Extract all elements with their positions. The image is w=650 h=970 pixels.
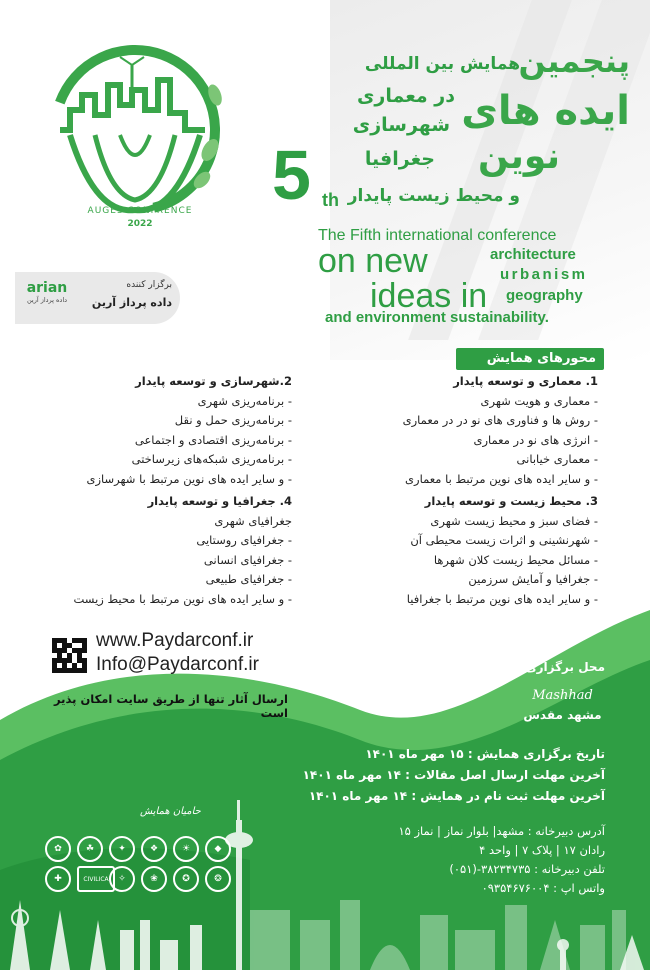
sponsor-logo-icon: ❀ xyxy=(141,866,167,892)
topic-architecture xyxy=(340,372,598,489)
date-event: تاریخ برگزاری همایش : ۱۵ مهر ماه ۱۴۰۱ xyxy=(365,747,605,761)
axes-heading: محورهای همایش xyxy=(456,348,604,370)
list-item: - برنامه‌ریزی اقتصادی و اجتماعی xyxy=(134,432,292,447)
address-line: آدرس دبیرخانه : مشهد| بلوار نماز | نماز ۱۵ xyxy=(398,824,605,838)
list-item: جغرافیای شهری xyxy=(214,513,292,528)
logo-conference-label: AUGES CONFRENCE xyxy=(87,206,193,216)
organizer-brand: arian xyxy=(26,280,68,296)
sponsor-logo-icon: ◆ xyxy=(205,836,231,862)
topic-title: 2.شهرسازی و توسعه پایدار xyxy=(135,374,292,388)
title-en-geography: geography xyxy=(506,287,583,304)
title-en-line1: The Fifth international conference xyxy=(318,227,557,244)
title-fa-ideas: ایده های xyxy=(461,88,630,134)
topic-environment xyxy=(340,492,598,609)
sponsor-civilica-icon: CIVILICA xyxy=(77,866,115,892)
email-link[interactable]: Info@Paydarconf.ir xyxy=(96,654,259,675)
sponsor-logo-icon: ✚ xyxy=(45,866,71,892)
logo-year: 2022 xyxy=(127,219,153,229)
title-number-suffix: th xyxy=(322,190,339,210)
venue-label: محل برگزاری: xyxy=(520,660,605,674)
title-fa-architecture: در معماری xyxy=(356,85,455,107)
venue-city: مشهد مقدس xyxy=(523,708,602,722)
title-fa-geography: جغرافیا xyxy=(364,148,435,170)
date-registration-deadline: آخرین مهلت ثبت نام در همایش : ۱۴ مهر ماه ۱۴۰۱ xyxy=(308,789,605,803)
list-item: - معماری خیابانی xyxy=(516,452,598,466)
date-paper-deadline: آخرین مهلت ارسال اصل مقالات : ۱۴ مهر ماه ۱۴۰۱ xyxy=(302,768,605,782)
organizer-name: داده پرداز آرین xyxy=(91,296,172,309)
title-en-env: and environment sustainability. xyxy=(325,309,549,326)
list-item: - جغرافیای روستایی xyxy=(196,533,292,547)
list-item: - و سایر ایده های نوین مرتبط با معماری xyxy=(405,471,598,486)
organizer-label: برگزار کننده xyxy=(126,280,172,290)
venue-city-script: Mashhad xyxy=(532,688,593,703)
title-en-architecture: architecture xyxy=(490,246,576,263)
topic-geography xyxy=(30,492,292,609)
topic-urbanism xyxy=(30,372,292,489)
list-item: - برنامه‌ریزی حمل و نقل xyxy=(174,413,292,427)
sponsor-logo-icon: ☘ xyxy=(77,836,103,862)
sponsor-logo-icon: ✪ xyxy=(173,866,199,892)
sponsor-logo-icon: ✧ xyxy=(109,866,135,892)
topic-title: 3. محیط زیست و توسعه پایدار xyxy=(424,494,598,508)
title-fa-line1b: همایش بین المللی xyxy=(364,54,520,74)
address-line: رادان ۱۷ | پلاک ۷ | واحد ۴ xyxy=(479,843,605,857)
website-link[interactable]: www.Paydarconf.ir xyxy=(96,630,254,651)
sponsor-logo-icon: ❂ xyxy=(205,866,231,892)
title-en-on-new: on new xyxy=(318,242,428,280)
title-fa-novin: نوین xyxy=(477,136,560,177)
list-item: - و سایر ایده های نوین مرتبط با جغرافیا xyxy=(406,591,598,606)
phone-line: تلفن دبیرخانه : ۳۸۲۳۴۷۳۵-(۰۵۱) xyxy=(449,862,605,876)
sponsor-logo-icon: ✦ xyxy=(109,836,135,862)
list-item: - و سایر ایده های نوین مرتبط با محیط زیست xyxy=(73,591,292,606)
conference-logo-icon xyxy=(40,35,230,235)
whatsapp-line: واتس اپ : ۰۹۳۵۴۶۷۶۰۰۴ xyxy=(481,881,605,895)
topic-title: 4. جغرافیا و توسعه پایدار xyxy=(147,494,292,508)
sponsors-label: حامیان همایش xyxy=(140,806,201,817)
organizer-brand-sub: داده پرداز آرین xyxy=(26,296,68,304)
list-item: - و سایر ایده های نوین مرتبط با شهرسازی xyxy=(86,471,292,486)
list-item: - شهرنشینی و اثرات زیست محیطی آن xyxy=(410,533,598,547)
title-en-urbanism: urbanism xyxy=(500,266,588,283)
list-item: - برنامه‌ریزی شهری xyxy=(197,393,292,408)
sponsor-logo-icon: ❖ xyxy=(141,836,167,862)
list-item: - فضای سبز و محیط زیست شهری xyxy=(430,513,598,528)
list-item: - برنامه‌ریزی شبکه‌های زیرساختی xyxy=(131,452,292,466)
title-fa-environment: و محیط زیست پایدار xyxy=(347,186,520,206)
title-fa-line1: پنجمین xyxy=(518,42,630,80)
topic-title: 1. معماری و توسعه پایدار xyxy=(453,374,598,388)
list-item: - جغرافیا و آمایش سرزمین xyxy=(468,572,598,586)
qr-code-icon xyxy=(52,638,87,673)
list-item: - معماری و هویت شهری xyxy=(480,393,598,408)
submission-note: ارسال آثار تنها از طریق سایت امکان پذیر است xyxy=(54,692,288,720)
organizer-logo xyxy=(22,280,72,304)
sponsor-logo-icon: ☀ xyxy=(173,836,199,862)
list-item: - مسائل محیط زیست کلان شهرها xyxy=(433,552,598,567)
sponsor-logo-icon: ✿ xyxy=(45,836,71,862)
title-number: 5 xyxy=(272,136,311,214)
list-item: - روش ها و فناوری های نو در در معماری xyxy=(402,413,598,427)
title-fa-urbanism: شهرسازی xyxy=(352,114,450,136)
list-item: - جغرافیای انسانی xyxy=(203,552,292,567)
dates-block xyxy=(300,744,605,807)
list-item: - جغرافیای طبیعی xyxy=(205,572,292,586)
list-item: - انرژی های نو در معماری xyxy=(473,432,598,447)
title-en-ideas-in: ideas in xyxy=(370,277,488,315)
city-skyline-icon xyxy=(0,800,650,970)
